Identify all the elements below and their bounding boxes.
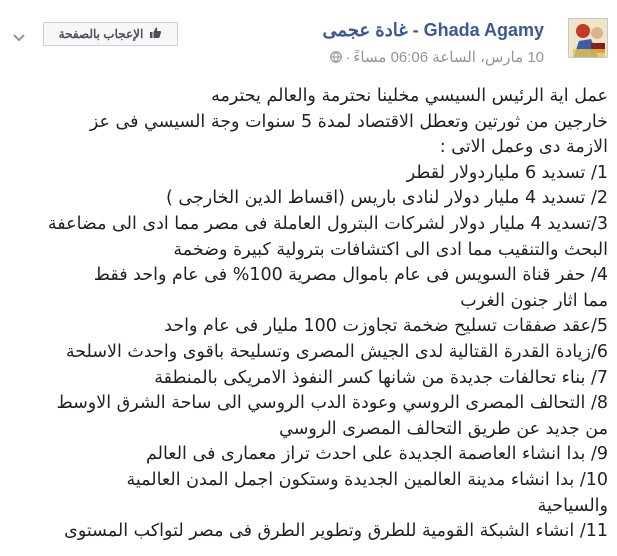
post-line: 4/ حفر قناة السويس فى عام باموال مصرية 100% فى عام واحد فقط xyxy=(93,265,608,286)
post-line: من جديد عن طريق التحالف المصرى الروسي xyxy=(279,418,608,439)
post-line: 9/ بدا انشاء العاصمة الجديدة على احدث تراز معمارى فى العالم xyxy=(145,444,608,465)
post-line: 7/ بناء تحالفات جديدة من شانها كسر النفوذ الامريكى بالمنطقة xyxy=(154,367,608,388)
page-name-link[interactable]: Ghada Agamy - غادة عجمى xyxy=(322,20,544,40)
meta-separator: · xyxy=(345,49,351,66)
timestamp-link[interactable]: 10 مارس، الساعة 06:06 مساءً xyxy=(353,49,544,66)
post-line: 11/ انشاء الشبكة القومية للطرق وتطوير الطرق فى مصر لتواكب المستوى xyxy=(64,521,608,542)
globe-icon[interactable] xyxy=(330,50,342,62)
like-page-button[interactable] xyxy=(43,22,178,46)
post-body xyxy=(8,84,608,545)
post-line: 2/ تسديد 4 مليار دولار لنادى باريس (اقساط الدين الخارجى ) xyxy=(166,188,608,209)
post-line: عمل اية الرئيس السيسي مخلينا نحترمة والعالم يحترمه xyxy=(211,86,608,106)
post-line: 10/ بدا انشاء مدينة العالمين الجديدة وستكون اجمل المدن العالمية xyxy=(126,469,608,490)
avatar[interactable] xyxy=(568,18,608,58)
post-meta xyxy=(330,48,544,66)
post-line: الازمة دى وعمل الاتى : xyxy=(439,137,608,158)
thumbs-up-icon xyxy=(149,26,162,42)
post-line: خارجين من ثورتين وتعطل الاقتصاد لمدة 5 سنوات وجة السيسي فى عز xyxy=(89,111,608,132)
post-line: البحث والتنقيب مما ادى الى اكتشافات بترولية كبيرة وضخمة xyxy=(173,239,608,260)
post-line: مما اثار جنون الغرب xyxy=(460,290,608,311)
post-line: 5/عقد صفقات تسليح ضخمة تجاوزت 100 مليار فى عام واحد xyxy=(164,316,608,337)
post-line: والسياحية xyxy=(537,495,608,516)
avatar-image xyxy=(569,19,608,58)
post-line: 1/ تسديد 6 ملياردولار لقطر xyxy=(406,162,608,183)
post-line: 6/زيادة القدرة القتالية لدى الجيش المصرى وتسليحة باقوى واحدث الاسلحة xyxy=(65,341,608,362)
post-line: 3/تسديد 4 مليار دولار لشركات البترول العاملة فى مصر مما ادى الى مضاعفة xyxy=(47,213,608,234)
chevron-down-icon[interactable] xyxy=(12,28,26,38)
like-page-label: الإعجاب بالصفحة xyxy=(58,27,144,41)
post-line: 8/ التحالف المصرى الروسي وعودة الدب الروسي الى ساحة الشرق الاوسط xyxy=(56,393,608,414)
